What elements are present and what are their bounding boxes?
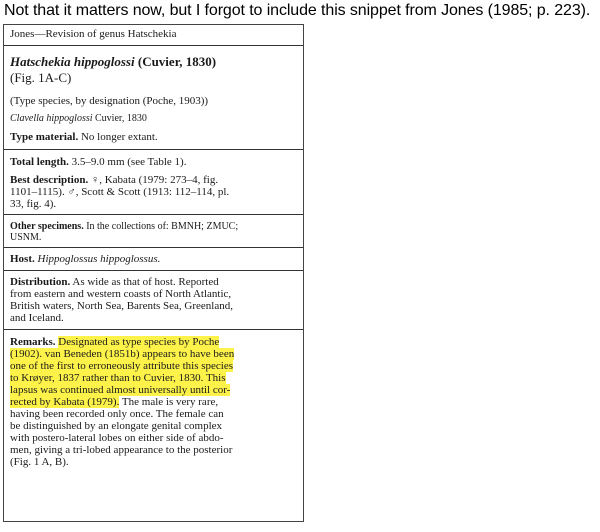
remarks-line-4 <box>10 372 299 384</box>
divider <box>4 45 303 46</box>
highlighted-text: rected by Kabata (1979). <box>10 396 120 408</box>
other-specimens-text: In the collections of: BMNH; ZMUC; <box>86 221 239 232</box>
distribution-line-3: British waters, North Sea, Barents Sea, Greenland, <box>10 300 233 312</box>
remarks-line-7: having been recorded only once. The female can <box>10 408 224 420</box>
other-specimens-line-2: USNM. <box>10 232 42 243</box>
best-desc-line-1 <box>10 174 299 186</box>
other-specimens-label: Other specimens. <box>10 221 84 232</box>
highlighted-text: one of the first to erroneously attribute this species <box>10 360 233 372</box>
highlighted-text: (1902). van Beneden (1851b) appears to have been <box>10 348 235 360</box>
type-species-note: (Type species, by designation (Poche, 1903)) <box>10 95 209 107</box>
best-desc-text: ♀, Kabata (1979: 273–4, fig. <box>90 174 219 186</box>
other-specimens-line-1 <box>10 221 299 232</box>
total-length-text: 3.5–9.0 mm (see Table 1). <box>71 156 187 168</box>
distribution-label: Distribution. <box>10 276 71 288</box>
divider <box>4 149 303 150</box>
species-name: Hatschekia hippoglossi <box>10 54 135 69</box>
remarks-line-11: (Fig. 1 A, B). <box>10 456 69 468</box>
host <box>10 253 299 265</box>
remarks-text: The male is very rare, <box>121 396 219 408</box>
distribution-line-1 <box>10 276 299 288</box>
remarks-line-5 <box>10 384 299 396</box>
species-author: (Cuvier, 1830) <box>137 54 217 69</box>
highlighted-text: to Krøyer, 1837 rather than to Cuvier, 1830. This <box>10 372 226 384</box>
type-material-label: Type material. <box>10 131 79 143</box>
highlighted-text: lapsus was continued almost universally until cor- <box>10 384 231 396</box>
synonym-author: Cuvier, 1830 <box>95 113 147 124</box>
scanned-page-snippet <box>3 24 304 522</box>
running-header: Jones—Revision of genus Hatschekia <box>10 28 177 40</box>
divider <box>4 329 303 330</box>
total-length <box>10 156 299 168</box>
remarks-line-6 <box>10 396 299 408</box>
divider <box>4 214 303 215</box>
distribution-line-2: from eastern and western coasts of North Atlantic, <box>10 288 232 300</box>
best-desc-line-3: 33, fig. 4). <box>10 198 57 210</box>
divider <box>4 270 303 271</box>
distribution-text: As wide as that of host. Reported <box>72 276 219 288</box>
remarks-line-10: men, giving a tri-lobed appearance to the posterior <box>10 444 233 456</box>
distribution-line-4: and Iceland. <box>10 312 64 324</box>
remarks-line-9: with postero-lateral lobes on either side of abdo- <box>10 432 224 444</box>
synonym-name: Clavella hippoglossi <box>10 113 93 124</box>
best-desc-line-2: 1101–1115). ♂, Scott & Scott (1913: 112–114, pl. <box>10 186 230 198</box>
remarks-label: Remarks. <box>10 336 56 348</box>
type-material <box>10 131 299 143</box>
remarks-line-8: be distinguished by an elongate genital complex <box>10 420 223 432</box>
divider <box>4 247 303 248</box>
host-label: Host. <box>10 253 35 265</box>
highlighted-text: Designated as type species by Poche <box>58 336 220 348</box>
best-desc-label: Best description. <box>10 174 89 186</box>
remarks-line-1 <box>10 336 299 348</box>
host-text: Hippoglossus hippoglossus. <box>37 253 161 265</box>
type-material-text: No longer extant. <box>80 131 158 143</box>
synonym <box>10 113 299 124</box>
species-heading <box>10 55 299 69</box>
caption-text: Not that it matters now, but I forgot to include this snippet from Jones (1985; p. 223). <box>4 2 591 19</box>
remarks-line-2 <box>10 348 299 360</box>
total-length-label: Total length. <box>10 156 69 168</box>
remarks-line-3 <box>10 360 299 372</box>
fig-ref: (Fig. 1A-C) <box>10 70 72 85</box>
